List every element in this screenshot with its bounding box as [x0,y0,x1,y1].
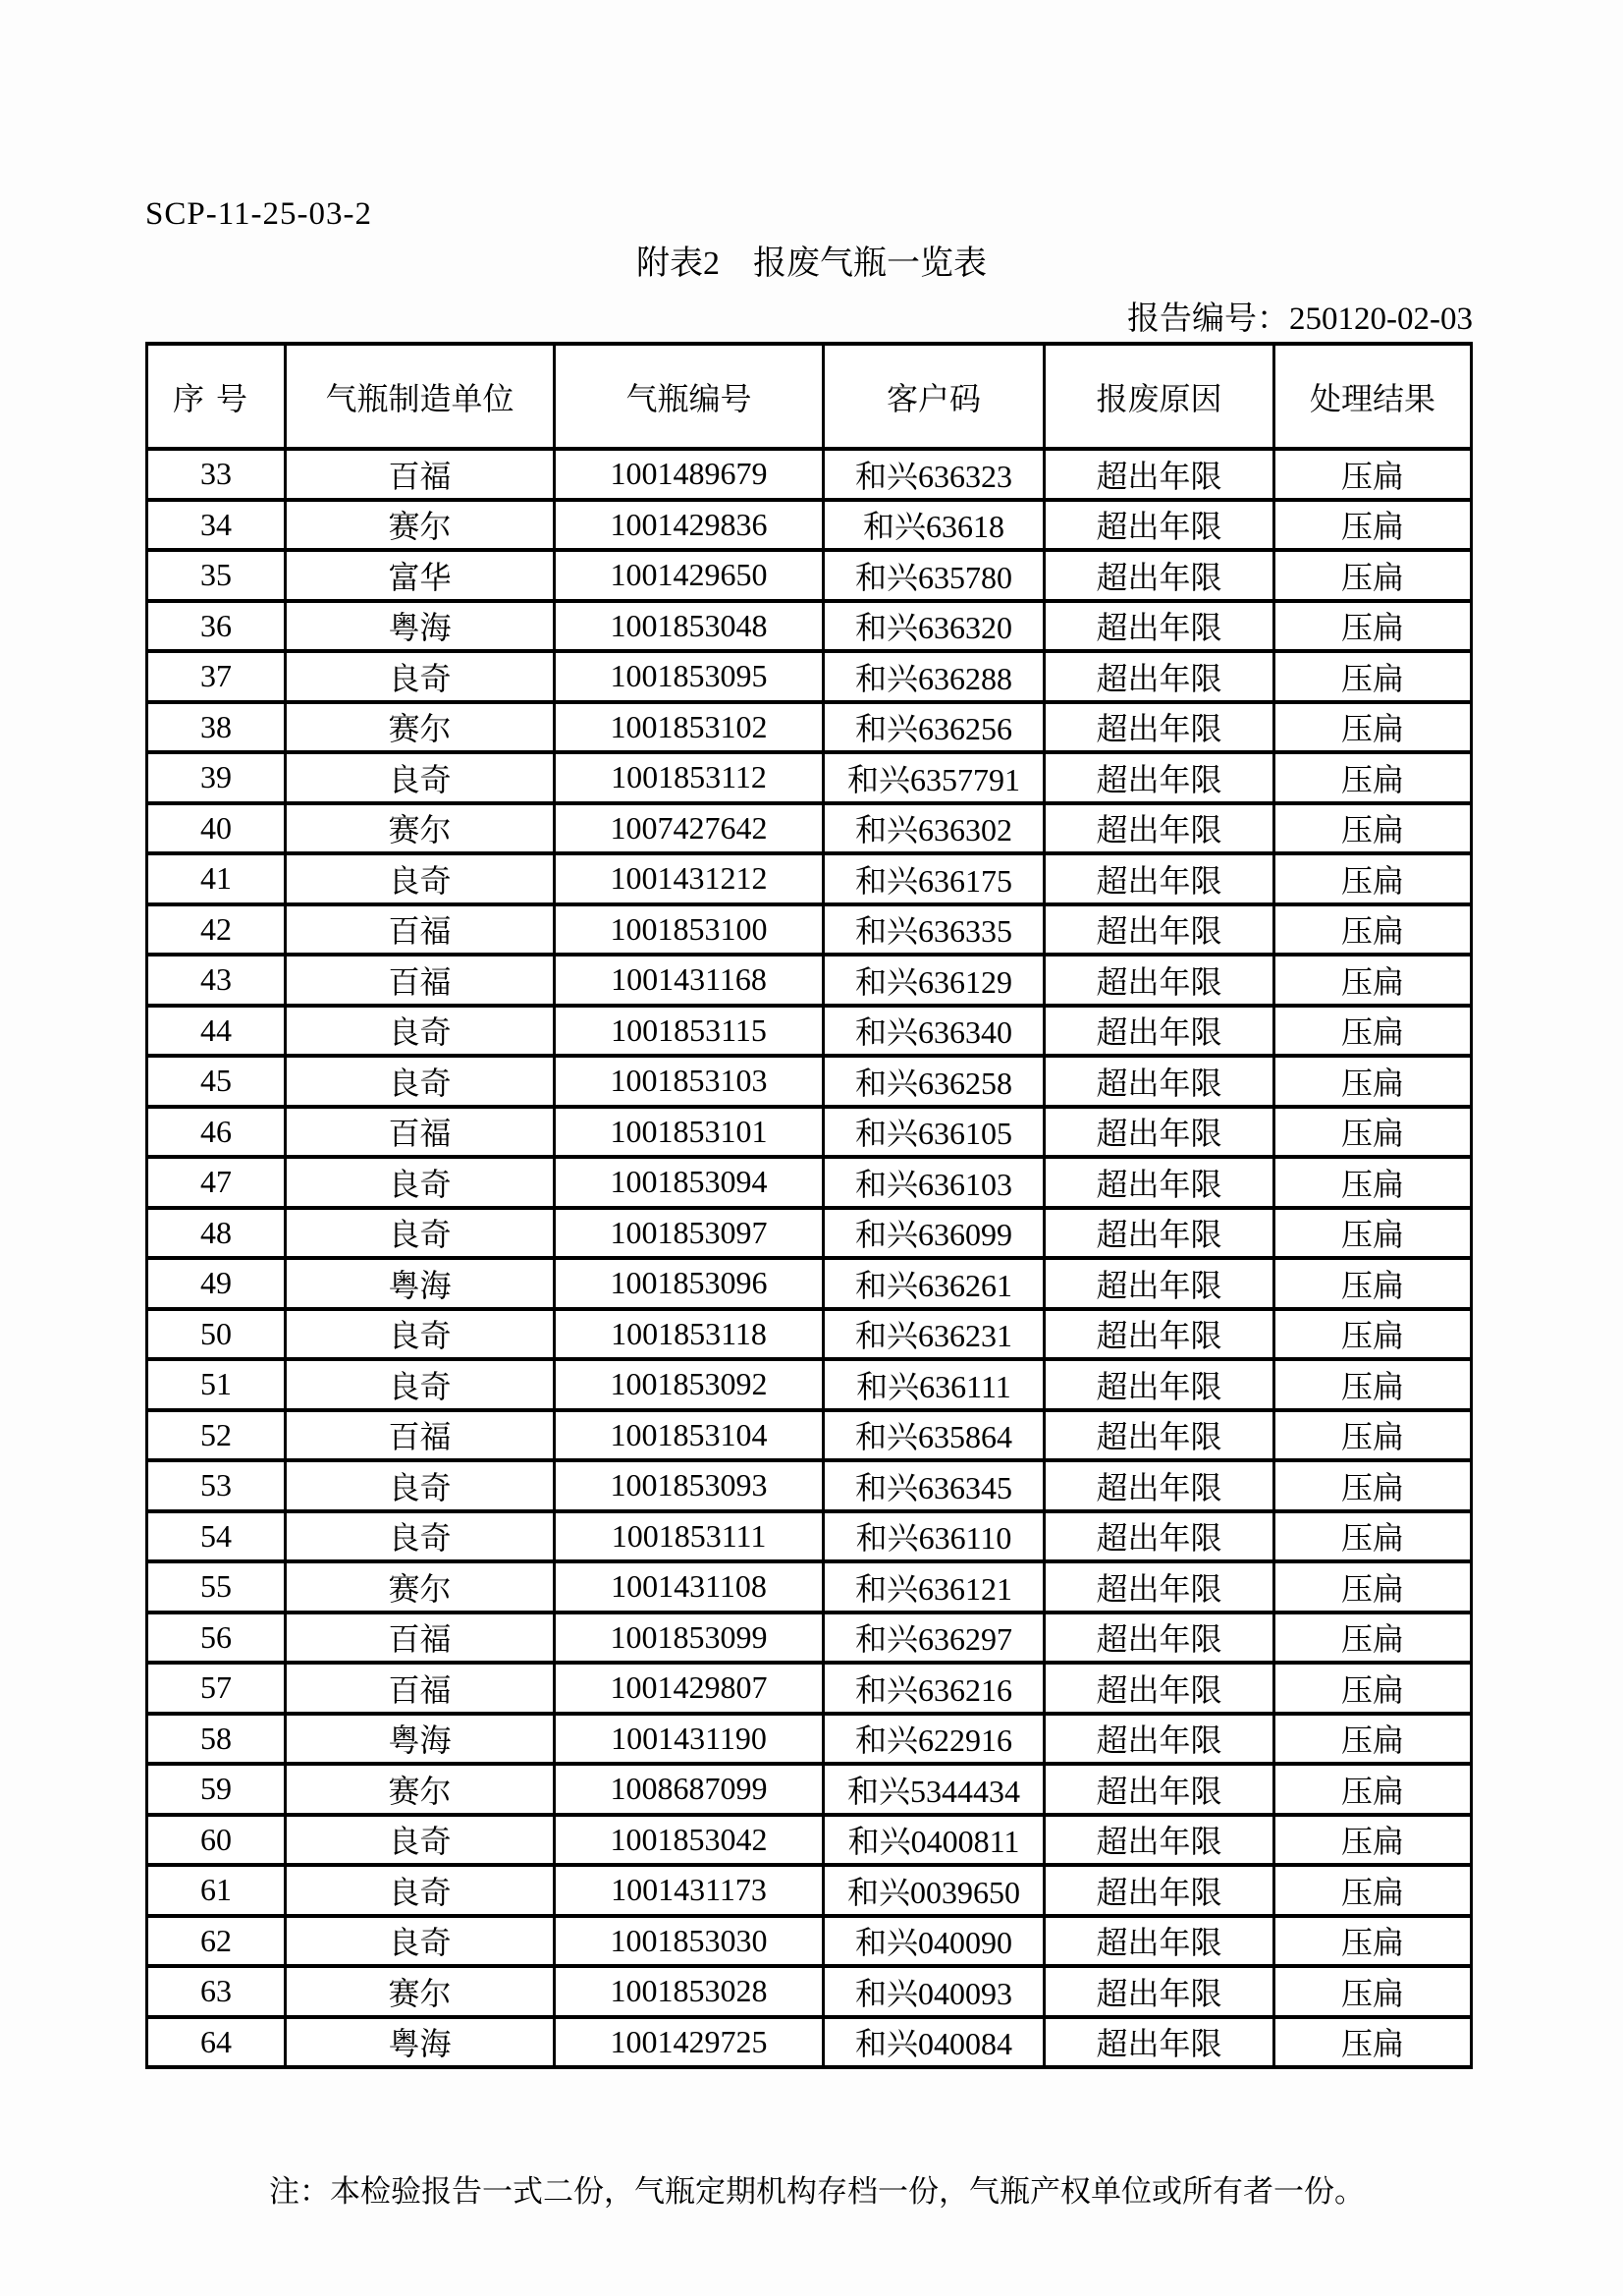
serial-cell: 62 [147,1916,286,1967]
serial-cell: 53 [147,1460,286,1511]
scrap-reason-cell: 超出年限 [1045,1359,1274,1410]
manufacturer-cell: 良奇 [286,1815,555,1866]
disposal-result-cell: 压扁 [1274,752,1472,803]
scrap-reason-cell: 超出年限 [1045,1309,1274,1360]
customer-code-cell: 和兴636261 [824,1258,1045,1309]
table-row [147,651,1472,702]
cylinder-no-cell: 1001853092 [555,1359,824,1410]
scrap-reason-cell: 超出年限 [1045,449,1274,500]
manufacturer-cell: 百福 [286,955,555,1006]
customer-code-cell: 和兴636297 [824,1613,1045,1664]
scrap-reason-cell: 超出年限 [1045,1460,1274,1511]
scrap-reason-cell: 超出年限 [1045,1258,1274,1309]
scrap-reason-cell: 超出年限 [1045,2017,1274,2068]
scrap-reason-cell: 超出年限 [1045,601,1274,652]
scrap-reason-cell: 超出年限 [1045,1815,1274,1866]
disposal-result-cell: 压扁 [1274,1714,1472,1765]
cylinder-no-cell: 1001853103 [555,1056,824,1107]
table-row [147,1309,1472,1360]
cylinder-no-cell: 1001431173 [555,1865,824,1916]
serial-cell: 59 [147,1764,286,1815]
serial-cell: 52 [147,1410,286,1461]
cylinder-no-cell: 1001429836 [555,500,824,551]
table-row [147,1258,1472,1309]
table-row [147,1714,1472,1765]
serial-cell: 46 [147,1107,286,1158]
header-serial-no: 序号 [147,344,286,449]
serial-cell: 42 [147,904,286,956]
scrap-reason-cell: 超出年限 [1045,803,1274,854]
manufacturer-cell: 良奇 [286,1460,555,1511]
cylinder-no-cell: 1001853028 [555,1966,824,2017]
disposal-result-cell: 压扁 [1274,500,1472,551]
report-number-label: 报告编号： [1127,301,1290,337]
scrap-reason-cell: 超出年限 [1045,1561,1274,1613]
manufacturer-cell: 良奇 [286,1006,555,1057]
disposal-result-cell: 压扁 [1274,803,1472,854]
cylinder-no-cell: 1001853048 [555,601,824,652]
table-row [147,1107,1472,1158]
scrap-reason-cell: 超出年限 [1045,955,1274,1006]
customer-code-cell: 和兴636258 [824,1056,1045,1107]
manufacturer-cell: 良奇 [286,752,555,803]
customer-code-cell: 和兴636216 [824,1663,1045,1714]
cylinder-no-cell: 1001429807 [555,1663,824,1714]
doc-code: SCP-11-25-03-2 [145,196,372,232]
manufacturer-cell: 百福 [286,449,555,500]
table-row [147,1056,1472,1107]
serial-cell: 49 [147,1258,286,1309]
manufacturer-cell: 赛尔 [286,1966,555,2017]
disposal-result-cell: 压扁 [1274,601,1472,652]
serial-cell: 44 [147,1006,286,1057]
disposal-result-cell: 压扁 [1274,1208,1472,1259]
serial-cell: 43 [147,955,286,1006]
manufacturer-cell: 赛尔 [286,1561,555,1613]
footer-note: 注：本检验报告一式二份，气瓶定期机构存档一份，气瓶产权单位或所有者一份。 [269,2174,1365,2209]
table-row [147,1359,1472,1410]
disposal-result-cell: 压扁 [1274,651,1472,702]
disposal-result-cell: 压扁 [1274,853,1472,904]
customer-code-cell: 和兴040084 [824,2017,1045,2068]
table-row [147,1157,1472,1208]
customer-code-cell: 和兴636103 [824,1157,1045,1208]
table-row [147,1865,1472,1916]
cylinder-no-cell: 1001853115 [555,1006,824,1057]
scrap-reason-cell: 超出年限 [1045,853,1274,904]
disposal-result-cell: 压扁 [1274,1511,1472,1562]
manufacturer-cell: 粤海 [286,2017,555,2068]
disposal-result-cell: 压扁 [1274,1613,1472,1664]
cylinder-no-cell: 1001431108 [555,1561,824,1613]
customer-code-cell: 和兴636129 [824,955,1045,1006]
table-row [147,1561,1472,1613]
cylinder-no-cell: 1001429725 [555,2017,824,2068]
report-number-value: 250120-02-03 [1289,301,1473,337]
manufacturer-cell: 良奇 [286,1916,555,1967]
cylinder-no-cell: 1001431168 [555,955,824,1006]
manufacturer-cell: 百福 [286,1410,555,1461]
table-row [147,550,1472,601]
table-row [147,904,1472,956]
scrap-reason-cell: 超出年限 [1045,1157,1274,1208]
manufacturer-cell: 良奇 [286,1309,555,1360]
disposal-result-cell: 压扁 [1274,1865,1472,1916]
header-cylinder-no: 气瓶编号 [555,344,824,449]
serial-cell: 57 [147,1663,286,1714]
scrap-reason-cell: 超出年限 [1045,1966,1274,2017]
manufacturer-cell: 赛尔 [286,702,555,753]
manufacturer-cell: 良奇 [286,1157,555,1208]
scrapped-cylinders-table [145,342,1473,2069]
cylinder-no-cell: 1001853101 [555,1107,824,1158]
serial-cell: 63 [147,1966,286,2017]
serial-cell: 37 [147,651,286,702]
serial-cell: 47 [147,1157,286,1208]
serial-cell: 58 [147,1714,286,1765]
serial-cell: 39 [147,752,286,803]
scrap-reason-cell: 超出年限 [1045,1056,1274,1107]
cylinder-no-cell: 1001853042 [555,1815,824,1866]
header-disposal-result: 处理结果 [1274,344,1472,449]
serial-cell: 40 [147,803,286,854]
manufacturer-cell: 赛尔 [286,500,555,551]
page-title: 附表2 报废气瓶一览表 [636,246,987,282]
disposal-result-cell: 压扁 [1274,1916,1472,1967]
table-row [147,1815,1472,1866]
table-row [147,1613,1472,1664]
customer-code-cell: 和兴636105 [824,1107,1045,1158]
serial-cell: 61 [147,1865,286,1916]
table-row [147,1966,1472,2017]
scrap-reason-cell: 超出年限 [1045,1865,1274,1916]
disposal-result-cell: 压扁 [1274,702,1472,753]
disposal-result-cell: 压扁 [1274,904,1472,956]
table-row [147,449,1472,500]
serial-cell: 60 [147,1815,286,1866]
customer-code-cell: 和兴636345 [824,1460,1045,1511]
manufacturer-cell: 百福 [286,904,555,956]
table-row [147,601,1472,652]
customer-code-cell: 和兴636231 [824,1309,1045,1360]
scrap-reason-cell: 超出年限 [1045,1663,1274,1714]
manufacturer-cell: 富华 [286,550,555,601]
customer-code-cell: 和兴636256 [824,702,1045,753]
table-row [147,803,1472,854]
manufacturer-cell: 赛尔 [286,1764,555,1815]
manufacturer-cell: 粤海 [286,1258,555,1309]
header-scrap-reason: 报废原因 [1045,344,1274,449]
customer-code-cell: 和兴636099 [824,1208,1045,1259]
serial-cell: 36 [147,601,286,652]
manufacturer-cell: 百福 [286,1663,555,1714]
cylinder-no-cell: 1001853111 [555,1511,824,1562]
customer-code-cell: 和兴636340 [824,1006,1045,1057]
scrap-reason-cell: 超出年限 [1045,1613,1274,1664]
customer-code-cell: 和兴622916 [824,1714,1045,1765]
manufacturer-cell: 良奇 [286,1208,555,1259]
table-row [147,1916,1472,1967]
customer-code-cell: 和兴636288 [824,651,1045,702]
customer-code-cell: 和兴5344434 [824,1764,1045,1815]
disposal-result-cell: 压扁 [1274,1107,1472,1158]
cylinder-no-cell: 1008687099 [555,1764,824,1815]
disposal-result-cell: 压扁 [1274,1258,1472,1309]
cylinder-no-cell: 1001431212 [555,853,824,904]
disposal-result-cell: 压扁 [1274,1460,1472,1511]
scrap-reason-cell: 超出年限 [1045,1714,1274,1765]
manufacturer-cell: 良奇 [286,1511,555,1562]
scrap-reason-cell: 超出年限 [1045,1511,1274,1562]
customer-code-cell: 和兴636335 [824,904,1045,956]
disposal-result-cell: 压扁 [1274,1309,1472,1360]
customer-code-cell: 和兴635780 [824,550,1045,601]
disposal-result-cell: 压扁 [1274,1764,1472,1815]
serial-cell: 48 [147,1208,286,1259]
cylinder-no-cell: 1001853096 [555,1258,824,1309]
disposal-result-cell: 压扁 [1274,1359,1472,1410]
cylinder-no-cell: 1001853112 [555,752,824,803]
serial-cell: 38 [147,702,286,753]
manufacturer-cell: 良奇 [286,1865,555,1916]
manufacturer-cell: 百福 [286,1107,555,1158]
cylinder-no-cell: 1001853030 [555,1916,824,1967]
manufacturer-cell: 良奇 [286,1359,555,1410]
scrap-reason-cell: 超出年限 [1045,702,1274,753]
manufacturer-cell: 粤海 [286,601,555,652]
table-row [147,752,1472,803]
table-row [147,1006,1472,1057]
customer-code-cell: 和兴040093 [824,1966,1045,2017]
disposal-result-cell: 压扁 [1274,1561,1472,1613]
table-body [147,449,1472,2067]
scrap-reason-cell: 超出年限 [1045,1208,1274,1259]
customer-code-cell: 和兴636302 [824,803,1045,854]
customer-code-cell: 和兴040090 [824,1916,1045,1967]
customer-code-cell: 和兴636111 [824,1359,1045,1410]
table-row [147,702,1472,753]
serial-cell: 45 [147,1056,286,1107]
disposal-result-cell: 压扁 [1274,2017,1472,2068]
cylinder-no-cell: 1001429650 [555,550,824,601]
customer-code-cell: 和兴636175 [824,853,1045,904]
table-row [147,1460,1472,1511]
scrap-reason-cell: 超出年限 [1045,904,1274,956]
manufacturer-cell: 粤海 [286,1714,555,1765]
manufacturer-cell: 百福 [286,1613,555,1664]
table-header-row [147,344,1472,449]
serial-cell: 33 [147,449,286,500]
manufacturer-cell: 良奇 [286,853,555,904]
customer-code-cell: 和兴63618 [824,500,1045,551]
manufacturer-cell: 赛尔 [286,803,555,854]
report-number-line [1127,293,1473,339]
serial-cell: 50 [147,1309,286,1360]
cylinder-no-cell: 1001853118 [555,1309,824,1360]
customer-code-cell: 和兴0400811 [824,1815,1045,1866]
table-row [147,1663,1472,1714]
scrap-reason-cell: 超出年限 [1045,550,1274,601]
cylinder-no-cell: 1001853104 [555,1410,824,1461]
table-header [147,344,1472,449]
serial-cell: 56 [147,1613,286,1664]
disposal-result-cell: 压扁 [1274,1966,1472,2017]
cylinder-no-cell: 1001853100 [555,904,824,956]
cylinder-no-cell: 1001853097 [555,1208,824,1259]
table-row [147,500,1472,551]
table-row [147,1208,1472,1259]
cylinder-no-cell: 1001853094 [555,1157,824,1208]
scrap-reason-cell: 超出年限 [1045,1006,1274,1057]
table-row [147,1764,1472,1815]
cylinder-no-cell: 1001853099 [555,1613,824,1664]
disposal-result-cell: 压扁 [1274,955,1472,1006]
serial-cell: 64 [147,2017,286,2068]
disposal-result-cell: 压扁 [1274,1815,1472,1866]
table-row [147,853,1472,904]
disposal-result-cell: 压扁 [1274,1157,1472,1208]
cylinder-no-cell: 1007427642 [555,803,824,854]
scrap-reason-cell: 超出年限 [1045,500,1274,551]
serial-cell: 55 [147,1561,286,1613]
disposal-result-cell: 压扁 [1274,550,1472,601]
disposal-result-cell: 压扁 [1274,1663,1472,1714]
customer-code-cell: 和兴0039650 [824,1865,1045,1916]
scrap-reason-cell: 超出年限 [1045,1916,1274,1967]
manufacturer-cell: 良奇 [286,1056,555,1107]
header-customer-code: 客户码 [824,344,1045,449]
cylinder-no-cell: 1001431190 [555,1714,824,1765]
serial-cell: 34 [147,500,286,551]
header-manufacturer: 气瓶制造单位 [286,344,555,449]
serial-cell: 51 [147,1359,286,1410]
cylinder-no-cell: 1001853095 [555,651,824,702]
manufacturer-cell: 良奇 [286,651,555,702]
disposal-result-cell: 压扁 [1274,1410,1472,1461]
customer-code-cell: 和兴6357791 [824,752,1045,803]
scrap-reason-cell: 超出年限 [1045,752,1274,803]
customer-code-cell: 和兴636320 [824,601,1045,652]
customer-code-cell: 和兴636323 [824,449,1045,500]
disposal-result-cell: 压扁 [1274,1056,1472,1107]
customer-code-cell: 和兴636110 [824,1511,1045,1562]
scrap-reason-cell: 超出年限 [1045,1764,1274,1815]
disposal-result-cell: 压扁 [1274,449,1472,500]
scrap-reason-cell: 超出年限 [1045,1107,1274,1158]
scrap-reason-cell: 超出年限 [1045,1410,1274,1461]
cylinder-no-cell: 1001853093 [555,1460,824,1511]
cylinder-no-cell: 1001853102 [555,702,824,753]
customer-code-cell: 和兴635864 [824,1410,1045,1461]
serial-cell: 35 [147,550,286,601]
scrap-reason-cell: 超出年限 [1045,651,1274,702]
table-row [147,1410,1472,1461]
table-row [147,955,1472,1006]
serial-cell: 54 [147,1511,286,1562]
table-row [147,2017,1472,2068]
customer-code-cell: 和兴636121 [824,1561,1045,1613]
cylinder-no-cell: 1001489679 [555,449,824,500]
disposal-result-cell: 压扁 [1274,1006,1472,1057]
table-row [147,1511,1472,1562]
serial-cell: 41 [147,853,286,904]
